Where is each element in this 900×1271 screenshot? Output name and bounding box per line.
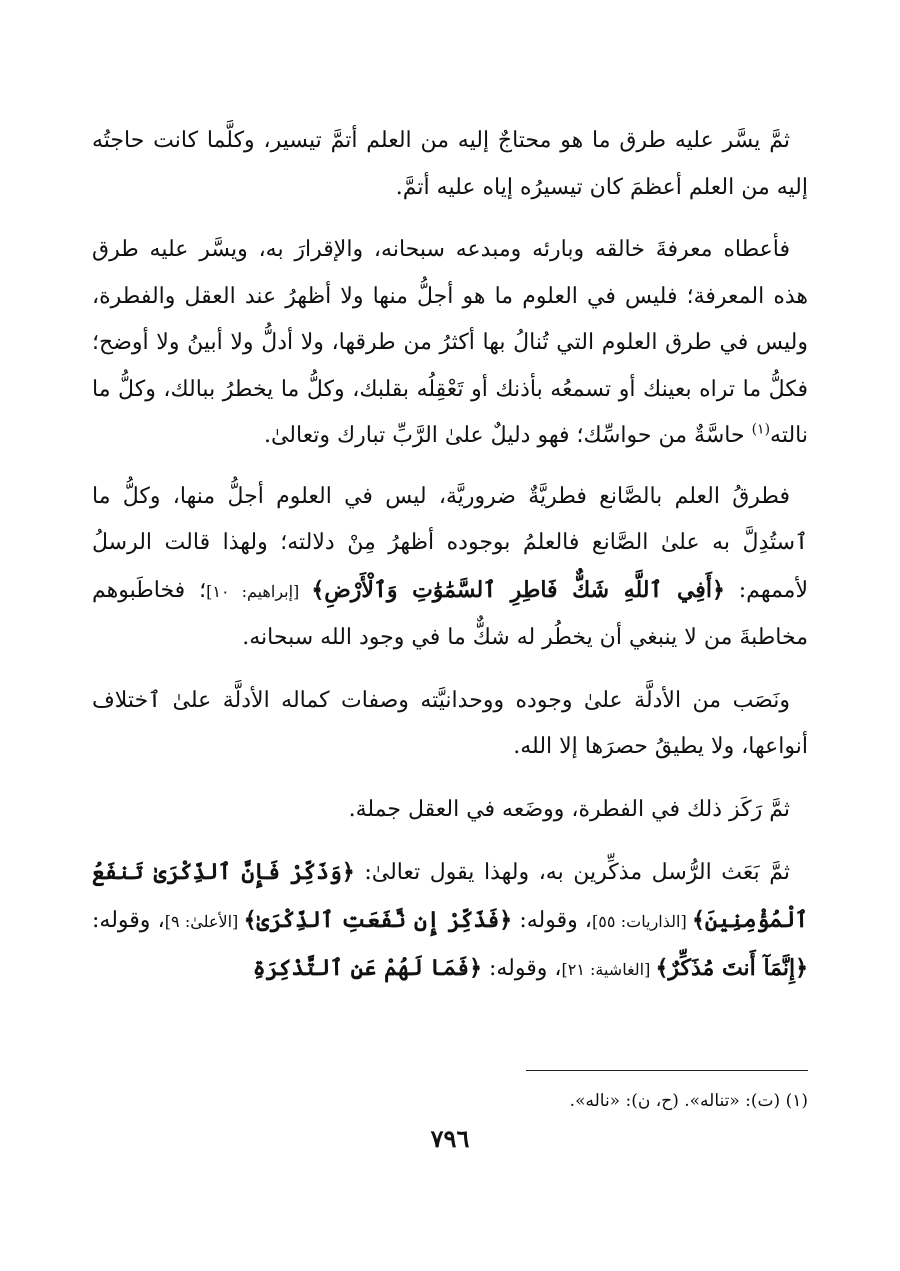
quran-verse: ﴿أَفِي ٱللَّهِ شَكٌّ فَاطِرِ ٱلسَّمَٰوَٰتِ وَٱلْأَرْضِ﴾ <box>311 576 725 603</box>
quran-verse: ﴿فَذَكِّرْ إِن نَّفَعَتِ ٱلذِّكْرَىٰ﴾ <box>243 906 513 933</box>
verse-reference: [إبراهيم: ١٠] <box>206 581 312 601</box>
paragraph-6 <box>92 849 808 994</box>
paragraph-2-text-end: حاسَّةٌ من حواسِّك؛ فهو دليلٌ علىٰ الرَّبِّ تبارك وتعالىٰ. <box>263 423 752 448</box>
paragraph-3-text-end: ؛ فخاطَبوهم مخاطبةَ من لا ينبغي أن يخطُر له شكٌّ ما في وجود الله سبحانه. <box>92 577 808 650</box>
paragraph-3 <box>92 474 808 662</box>
footnote <box>92 1088 808 1114</box>
verse-reference: [الذاريات: ٥٥] <box>592 911 692 931</box>
paragraph-5 <box>92 787 808 834</box>
paragraph-6-text-start: ثمَّ بَعَث الرُّسل مذكِّرين به، ولهذا يقول تعالىٰ: <box>354 860 790 885</box>
footnote-marker: (١) <box>751 421 771 438</box>
paragraph-4-text: ونَصَب من الأدلَّة علىٰ وجوده ووحدانيَّته وصفات كماله الأدلَّة علىٰ ٱختلاف أنواعها، ولا يطيقُ حصرَها إلا الله. <box>92 687 808 759</box>
paragraph-6-connector: ، وقوله: <box>512 907 593 933</box>
paragraph-1 <box>92 118 808 211</box>
footnote-divider <box>526 1070 808 1071</box>
paragraph-3-text-start: فطرقُ العلم بالصَّانع فطريَّةٌ ضروريَّة، ليس في العلوم أجلُّ منها، وكلُّ ما ٱستُدِلَّ به علىٰ الصَّانع فالعلمُ بوجوده أظهرُ مِنْ دلالته؛ ولهذا قالت الرسلُ لأممهم: <box>92 483 809 603</box>
paragraph-5-text: ثمَّ رَكَز ذلك في الفطرة، ووضَعه في العقل جملة. <box>348 796 790 822</box>
paragraph-2 <box>92 227 808 460</box>
quran-verse: ﴿فَمَا لَهُمْ عَنِ ٱلتَّذْكِرَةِ <box>252 955 482 981</box>
quran-verse: ﴿وَذَكِّرْ فَإِنَّ ٱلذِّكْرَىٰ تَنفَعُ ٱلْمُؤْمِنِينَ﴾ <box>92 859 809 933</box>
quran-verse: ﴿إِنَّمَآ أَنتَ مُذَكِّرٌ﴾ <box>655 955 808 981</box>
main-text <box>92 118 808 1010</box>
paragraph-4 <box>92 678 808 771</box>
paragraph-1-text: ثمَّ يسَّر عليه طرق ما هو محتاجٌ إليه من العلم أتمَّ تيسير، وكلَّما كانت حاجتُه إليه من العلم أعظمَ كان تيسيرُه إياه عليه أتمَّ. <box>92 128 808 200</box>
verse-reference: [الغاشية: ٢١] <box>561 960 656 979</box>
paragraph-6-connector: ، وقوله: <box>92 907 165 933</box>
paragraph-2-text-start: فأعطاه معرفةَ خالقه وبارئه ومبدعه سبحانه، والإقرارَ به، ويسَّر عليه طرق هذه المعرفة؛ فليس في العلوم ما هو أجلُّ منها ولا أظهرُ عند العقل والفطرة، وليس في طرق العلوم التي تُنالُ بها أكثرُ من طرقها، ولا أدلُّ ولا أبينُ ولا أوضح؛ فكلُّ ما تراه بعينك أو تسمعُه بأذنك أو تَعْقِلُه بقلبك، وكلُّ ما يخطرُ ببالك، وكلُّ ما نالته <box>92 237 808 448</box>
paragraph-6-connector: ، وقوله: <box>481 956 562 981</box>
page-number: ٧٩٦ <box>430 1124 470 1153</box>
footnote-text: (١) (ت): «تناله». (ح، ن): «ناله». <box>569 1091 808 1111</box>
verse-reference: [الأعلىٰ: ٩] <box>164 911 244 931</box>
